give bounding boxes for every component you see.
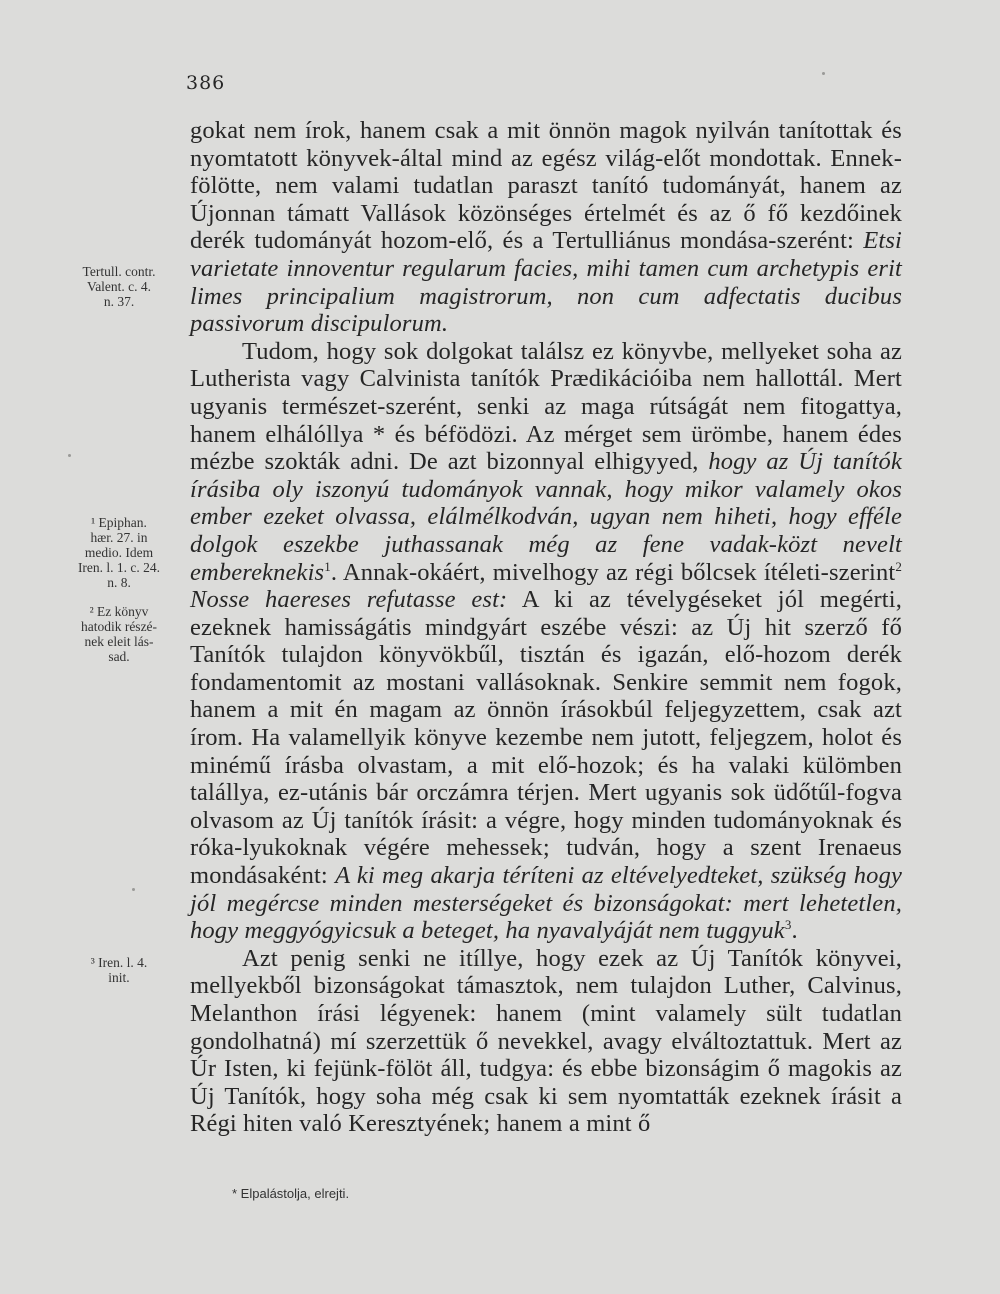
margin-note-line: Valent. c. 4. xyxy=(86,279,152,294)
margin-note-line: hatodik részé- xyxy=(80,619,158,634)
margin-note-line: Tertull. contr. xyxy=(82,264,156,279)
page-number: 386 xyxy=(186,72,226,94)
paragraph-3: Azt penig senki ne itíllye, hogy ezek az Új Tanítók könyvei, mellyekből bizonságokat támasztok, nem tulajdon Luther, Calvinus, Melanthon írási légyenek: hanem (mint valamely sült tudatlan gondolhatná) mí szerzettük ő nevekkel, avagy elváltoztattuk. Mert az Úr Isten, ki fejünk-fölöt áll, tudgya: és ebbe bizonságim ő magokis az Új Tanítók, hogy soha még csak ki sem nyomtatták ezeknek írásit a Régi hiten való Keresztyének; hanem a mint ő xyxy=(190,944,902,1138)
latin-quote: Nosse haereses refutasse est: xyxy=(190,586,508,614)
margin-note-line: ³ Iren. l. 4. xyxy=(90,955,148,970)
margin-note-line: Iren. l. 1. c. 24. xyxy=(77,560,161,575)
footnote-ref-1: 1 xyxy=(324,558,331,574)
paper-speck xyxy=(132,888,135,891)
margin-note-line: nek eleit lás- xyxy=(84,634,154,649)
paragraph-1-text: gokat nem írok, hanem csak a mit önnön magok nyilván tanítottak és nyomtatott könyvek-által mind az egész világ-előt mondottak. Ennek-fölötte, nem valami tudatlan paraszt tanító tudományát, hanem az Újonnan támatt Vallások közönséges értelmét és az ő fő kezdőinek derék tudományát hozom-elő, és a Tertulliánus mondása-szerént: xyxy=(190,117,902,255)
margin-note-irenaeus xyxy=(56,955,182,985)
paragraph-1 xyxy=(190,117,902,338)
margin-note-line: init. xyxy=(108,970,130,985)
margin-note-line: ¹ Epiphan. xyxy=(91,515,147,530)
paragraph-2-end: . xyxy=(791,917,798,945)
margin-note-line: hær. 27. in xyxy=(90,530,148,545)
margin-note-line: sad. xyxy=(108,649,130,664)
paper-speck xyxy=(822,72,825,75)
tertullian-quote: Etsi varietate innoventur regularum facies, mihi tamen cum archetypis erit limes principalium magistrorum, non cum adfectatis ducibus passivorum discipulorum. xyxy=(190,227,902,338)
italic-passage: hogy az Új tanítók írásiba oly iszonyú tudományok vannak, hogy mikor valamely okos ember ezeket olvassa, elálmélkodván, ugyan nem hiheti, hogy efféle dolgok eszekbe juthassanak még az fene vadak-közt nevelt embereknekis xyxy=(190,448,902,586)
paragraph-2-part-2: * és béfödözi. Az mérget sem ürömbe, hanem édes mézbe szokták adni. De azt bizonnyal elhigyyed, xyxy=(190,420,902,476)
margin-note-book-reference xyxy=(56,604,182,664)
paragraph-2-part-3: . Annak-okáért, mivelhogy az régi bőlcsek ítéleti-szerint xyxy=(330,558,896,586)
margin-note-epiphanius xyxy=(56,515,182,590)
paragraph-2-part-1: Tudom, hogy sok dolgokat találsz ez könyvbe, mellyeket soha az Lutherista vagy Calvinista tanítók Prædikációiba nem hallottál. Mert ugyanis természet-szerént, senki az maga rútságát nem fitogattya, hanem elhálóllya xyxy=(190,337,902,448)
margin-note-line: medio. Idem xyxy=(84,545,154,560)
margin-note-line: ² Ez könyv xyxy=(89,604,149,619)
footnote: * Elpalástolja, elrejti. xyxy=(232,1186,350,1201)
margin-note-line: n. 8. xyxy=(107,575,131,590)
footnote-ref-3: 3 xyxy=(784,917,792,933)
irenaeus-quote: A ki meg akarja téríteni az eltévelyedteket, szükség hogy jól megércse minden mesterségeket és bizonságokat: mert lehetetlen, hogy meggyógyicsuk a beteget, ha nyavalyáját nem tuggyuk xyxy=(190,862,902,945)
paper-speck xyxy=(68,454,71,457)
paragraph-2 xyxy=(190,338,902,945)
main-text xyxy=(190,117,902,1138)
margin-note-tertullian xyxy=(56,264,182,309)
paragraph-2-part-4: A ki az tévelygéseket jól megérti, ezeknek hamisságátis mindgyárt eszébe vészi: az Új hit szerző fő Tanítók tulajdon könyvökbűl, tisztán és igazán, elő-hozom derék fondamentomit az mostani vallásoknak. Senkire semmit nem fogok, hanem a mit én magam az önnön írásokbúl feljegyzettem, csak azt írom. Ha valamellyik könyve kezembe nem jutott, feljegzem, holot és minémű írásba olvastam, a mit elő-hozok; és ha valaki külömben talállya, ez-utánis bár orczámra térjen. Mert ugyanis sok üdőtűl-fogva olvasom az Új tanítók írásit: a végre, hogy minden tudományoknak és róka-lyukoknak végére mehessek; tudván, hogy a szent Irenaeus mondásaként: xyxy=(190,586,902,890)
margin-note-line: n. 37. xyxy=(103,294,135,309)
footnote-ref-2: 2 xyxy=(895,558,902,574)
